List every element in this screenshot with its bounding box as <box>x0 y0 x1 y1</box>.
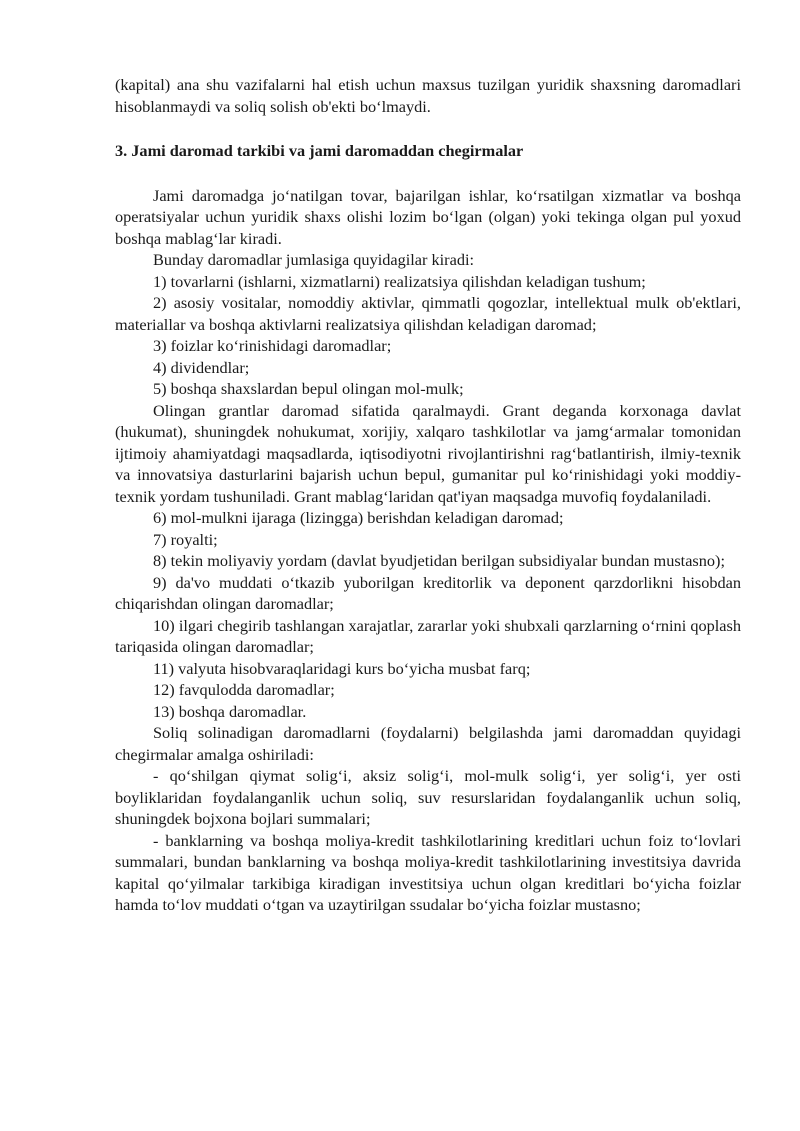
paragraph-intro: Jami daromadga jo‘natilgan tovar, bajarilgan ishlar, ko‘rsatilgan xizmatlar va boshqa operatsiyalar uchun yuridik shaxs olishi lozim bo‘lgan (olgan) yoki tekinga olgan pul yoxud boshqa mablag‘lar kiradi. <box>115 185 741 248</box>
list-item-13: 13) boshqa daromadlar. <box>153 701 307 721</box>
list-item-11: 11) valyuta hisobvaraqlaridagi kurs bo‘yicha musbat farq; <box>153 658 531 678</box>
deduction-item-interest: - banklarning va boshqa moliya-kredit tashkilotlarining kreditlari uchun foiz to‘lovlari summalari, bundan banklarning va boshqa moliya-kredit tashkilotlarining investitsiya davrida kapital qo‘yilmalar tarkibiga kiradigan investitsiya uchun olgan kreditlari bo‘yicha foizlar hamda to‘lov muddati o‘tgan va uzaytirilgan ssudalar bo‘yicha foizlar mustasno; <box>115 830 741 914</box>
deduction-item-taxes: - qo‘shilgan qiymat solig‘i, aksiz solig‘i, mol-mulk solig‘i, yer solig‘i, yer osti boyliklaridan foydalanganlik uchun soliq, suv resurslaridan foydalanganlik uchun soliq, shuningdek bojxona bojlari summalari; <box>115 766 741 828</box>
paragraph-grants: Olingan grantlar daromad sifatida qaralmaydi. Grant deganda korxonaga davlat (hukumat), shuningdek nohukumat, xorijiy, xalqaro tashkilotlar va jamg‘armalar tomonidan ijtimoiy ahamiyatdagi maqsadlarda, iqtisodiyotni rivojlantirishni rag‘batlantirish, ilmiy-texnik va innovatsiya dasturlarini bajarish uchun bepul, gumanitar pul ko‘rinishidagi yoki moddiy-texnik yordam tushuniladi. Grant mablag‘laridan qat'iyan maqsadga muvofiq foydalaniladi. <box>115 400 741 506</box>
list-item-2: 2) asosiy vositalar, nomoddiy aktivlar, qimmatli qogozlar, intellektual mulk ob'ektlari, materiallar va boshqa aktivlarni realizatsiya qilishdan keladigan daromad; <box>115 293 741 334</box>
paragraph-deductions: Soliq solinadigan daromadlarni (foydalarni) belgilashda jami daromaddan quyidagi chegirmalar amalga oshiriladi: <box>115 723 741 764</box>
list-item-5: 5) boshqa shaxslardan bepul olingan mol-mulk; <box>153 379 464 398</box>
list-item-8: 8) tekin moliyaviy yordam (davlat byudjetidan berilgan subsidiyalar bundan mustasno); <box>153 551 725 570</box>
list-item-10: 10) ilgari chegirib tashlangan xarajatlar, zararlar yoki shubxali qarzlarning o‘rnini qoplash tariqasida olingan daromadlar; <box>115 615 741 656</box>
paragraph-continuation: (kapital) ana shu vazifalarni hal etish uchun maxsus tuzilgan yuridik shaxsning daromadlari hisoblanmaydi va soliq solish ob'ekti bo‘lmaydi. <box>115 75 741 116</box>
list-item-4: 4) dividendlar; <box>153 357 250 377</box>
list-item-3: 3) foizlar ko‘rinishidagi daromadlar; <box>153 336 392 355</box>
section-heading: 3. Jami daromad tarkibi va jami daromaddan chegirmalar <box>115 141 524 160</box>
list-item-7: 7) royalti; <box>153 529 218 549</box>
list-item-12: 12) favqulodda daromadlar; <box>153 680 335 699</box>
list-item-1: 1) tovarlarni (ishlarni, xizmatlarni) realizatsiya qilishdan keladigan tushum; <box>153 271 646 291</box>
list-item-9: 9) da'vo muddati o‘tkazib yuborilgan kreditorlik va deponent qarzdorlikni hisobdan chiqarishdan olingan daromadlar; <box>115 572 741 613</box>
document-page <box>115 74 741 916</box>
paragraph-list-intro: Bunday daromadlar jumlasiga quyidagilar kiradi: <box>153 250 475 269</box>
list-item-6: 6) mol-mulkni ijaraga (lizingga) berishdan keladigan daromad; <box>153 508 564 527</box>
